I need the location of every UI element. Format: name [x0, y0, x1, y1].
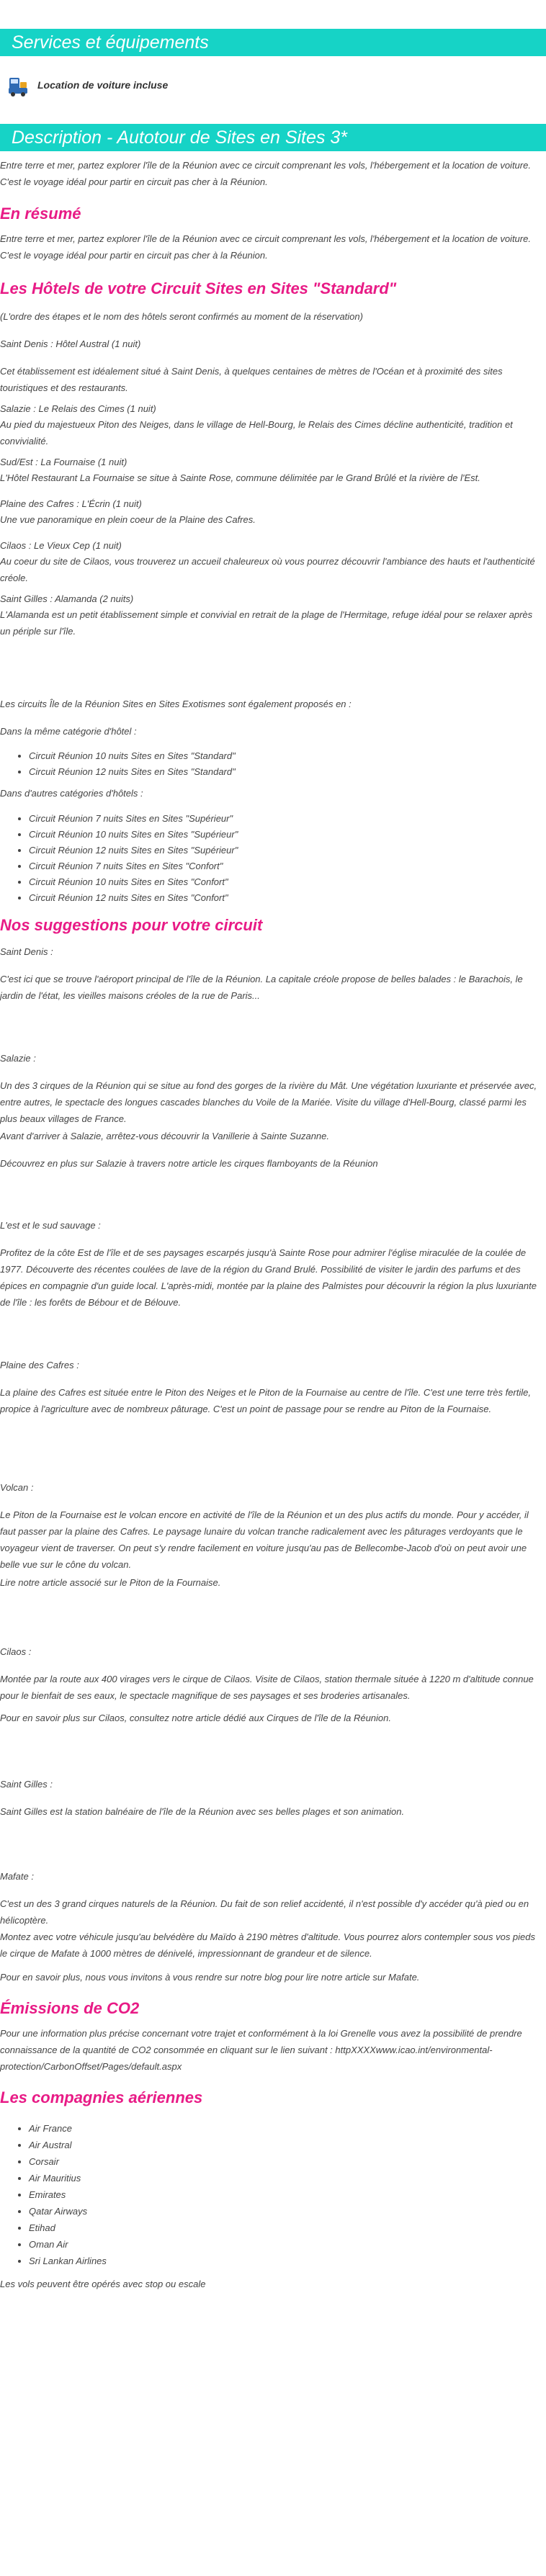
circuits-same-list	[0, 748, 236, 780]
list-item[interactable]: • Circuit Réunion 10 nuits Sites en Sites "Supérieur"	[29, 827, 238, 843]
hotel-salazie-title: Salazie : Le Relais des Cimes (1 nuit)	[0, 403, 156, 414]
resume-text: Entre terre et mer, partez explorer l'île de la Réunion avec ce circuit comprenant les vols, l'hébergement et la location de voiture. C'est le voyage idéal pour partir en circuit pas cher à la Réunion.	[0, 233, 531, 261]
suggestion-plaine-cafres-title: Plaine des Cafres :	[0, 1360, 79, 1370]
suggestion-mafate-text: C'est un des 3 grand cirques naturels de la Réunion. Du fait de son relief accidenté, il n'est possible d'y accéder qu'à pied ou en hélicoptère.	[0, 1898, 529, 1926]
hotels-note: (L'ordre des étapes et le nom des hôtels seront confirmés au moment de la réservation)	[0, 311, 363, 322]
hotel-cilaos-title: Cilaos : Le Vieux Cep (1 nuit)	[0, 540, 122, 551]
description-intro: Entre terre et mer, partez explorer l'île de la Réunion avec ce circuit comprenant les vols, l'hébergement et la location de voiture. C'est le voyage idéal pour partir en circuit pas cher à la Réunion.	[0, 160, 531, 187]
car-icon	[7, 75, 30, 98]
suggestion-salazie-text2: Avant d'arriver à Salazie, arrêtez-vous découvrir la Vanillerie à Sainte Suzanne.	[0, 1131, 329, 1141]
suggestion-saint-gilles-text: Saint Gilles est la station balnéaire de l'île de la Réunion avec ses belles plages et son animation.	[0, 1806, 405, 1817]
suggestion-plaine-cafres-text: La plaine des Cafres est située entre le Piton des Neiges et le Piton de la Fournaise au centre de l'île. C'est une terre très fertile, propice à l'agriculture avec de nombreux pâturage. C'est un point de passage pour se rendre au Piton de la Fournaise.	[0, 1387, 531, 1414]
suggestion-saint-denis-text: C'est ici que se trouve l'aéroport principal de l'île de la Réunion. La capitale créole propose de belles balades : le Barachois, le jardin de l'état, les vieilles maisons créoles de la rue de Paris...	[0, 974, 523, 1001]
list-item[interactable]: • Circuit Réunion 12 nuits Sites en Sites "Supérieur"	[29, 843, 238, 858]
airlines-list	[0, 2120, 107, 2269]
hotel-cafres-text: Une vue panoramique en plein coeur de la Plaine des Cafres.	[0, 514, 256, 525]
list-item[interactable]: • Circuit Réunion 7 nuits Sites en Sites "Confort"	[29, 858, 238, 874]
circuits-same-category: Dans la même catégorie d'hôtel :	[0, 726, 137, 737]
hotels-title: Les Hôtels de votre Circuit Sites en Sites "Standard"	[0, 279, 397, 297]
co2-title: Émissions de CO2	[0, 1999, 140, 2017]
list-item[interactable]: • Circuit Réunion 12 nuits Sites en Sites "Standard"	[29, 764, 236, 780]
suggestion-est-title: L'est et le sud sauvage :	[0, 1220, 101, 1231]
description-header: Description - Autotour de Sites en Sites 3*	[0, 124, 546, 151]
circuits-other-list	[0, 811, 238, 906]
list-item: • Air Austral	[29, 2137, 107, 2153]
resume-title: En résumé	[0, 205, 81, 223]
hotel-cafres-title: Plaine des Cafres : L'Écrin (1 nuit)	[0, 498, 142, 509]
suggestion-mafate-link[interactable]: Pour en savoir plus, nous vous invitons à vous rendre sur notre blog pour lire notre article sur Mafate.	[0, 1972, 420, 1983]
suggestion-salazie-text: Un des 3 cirques de la Réunion qui se situe au fond des gorges de la rivière du Mât. Une végétation luxuriante et préservée avec, entre autres, le spectacle des longues cascades blanches du Voile de la Mariée. Visite du village d'Hell-Bourg, classé parmi les plus beaux villages de France.	[0, 1080, 537, 1124]
hotel-sudest-title: Sud/Est : La Fournaise (1 nuit)	[0, 457, 127, 467]
list-item: • Sri Lankan Airlines	[29, 2253, 107, 2269]
suggestion-saint-denis-title: Saint Denis :	[0, 946, 53, 957]
hotel-sudest-text: L'Hôtel Restaurant La Fournaise se situe à Sainte Rose, commune délimitée par le Grand Brûlé et la rivière de l'Est.	[0, 472, 480, 483]
hotel-saint-denis-text: Cet établissement est idéalement situé à Saint Denis, à quelques centaines de mètres de l'Océan et à proximité des sites touristiques et des restaurants.	[0, 366, 503, 393]
suggestion-salazie-title: Salazie :	[0, 1053, 36, 1064]
circuits-intro: Les circuits Île de la Réunion Sites en Sites Exotismes sont également proposés en :	[0, 699, 352, 709]
list-item[interactable]: • Circuit Réunion 10 nuits Sites en Sites "Standard"	[29, 748, 236, 764]
circuits-other-category: Dans d'autres catégories d'hôtels :	[0, 788, 143, 799]
hotel-saint-denis-title: Saint Denis : Hôtel Austral (1 nuit)	[0, 338, 141, 349]
suggestion-cilaos-text: Montée par la route aux 400 virages vers le cirque de Cilaos. Visite de Cilaos, station thermale située à 1220 m d'altitude connue pour le bienfait de ses eaux, le spectacle magnifique de ses paysages et ses broderies artisanales.	[0, 1674, 534, 1701]
suggestion-volcan-text: Le Piton de la Fournaise est le volcan encore en activité de l'île de la Réunion et un des plus actifs du monde. Pour y accéder, il faut passer par la plaine des Cafres. Le paysage lunaire du volcan tranche radicalement avec les pâturages verdoyants que le voyageur vient de traverser. On peut s'y rendre facilement en voiture jusqu'au pas de Bellecombe-Jacob d'où on peut avoir une belle vue sur le cône du volcan.	[0, 1509, 529, 1570]
airlines-note: Les vols peuvent être opérés avec stop ou escale	[0, 2279, 206, 2289]
hotel-gilles-text: L'Alamanda est un petit établissement simple et convivial en retrait de la plage de l'Hermitage, refuge idéal pour se relaxer après un périple sur l'île.	[0, 609, 533, 637]
hotel-cilaos-text: Au coeur du site de Cilaos, vous trouverez un accueil chaleureux où vous pourrez découvrir l'ambiance des hauts et l'authenticité créole.	[0, 556, 535, 583]
list-item: • Oman Air	[29, 2236, 107, 2253]
suggestion-cilaos-title: Cilaos :	[0, 1646, 32, 1657]
airlines-title: Les compagnies aériennes	[0, 2088, 203, 2106]
suggestion-salazie-link[interactable]: Découvrez en plus sur Salazie à travers notre article les cirques flamboyants de la Réunion	[0, 1158, 378, 1169]
hotel-gilles-title: Saint Gilles : Alamanda (2 nuits)	[0, 593, 134, 604]
list-item[interactable]: • Circuit Réunion 10 nuits Sites en Sites "Confort"	[29, 874, 238, 890]
suggestion-volcan-title: Volcan :	[0, 1482, 34, 1493]
hotel-salazie-text: Au pied du majestueux Piton des Neiges, dans le village de Hell-Bourg, le Relais des Cimes décline authenticité, tradition et convivialité.	[0, 419, 513, 446]
list-item: • Qatar Airways	[29, 2203, 107, 2220]
list-item: • Air Mauritius	[29, 2170, 107, 2186]
services-header: Services et équipements	[0, 29, 546, 56]
list-item[interactable]: • Circuit Réunion 12 nuits Sites en Sites "Confort"	[29, 890, 238, 906]
co2-text[interactable]: Pour une information plus précise concernant votre trajet et conformément à la loi Grenelle vous avez la possibilité de prendre connaissance de la quantité de CO2 consommée en cliquant sur le lien suivant : httpXXXXwww.icao.int/environmental-protection/CarbonOffset/Pages/default.aspx	[0, 2028, 522, 2072]
list-item: • Air France	[29, 2120, 107, 2137]
suggestion-mafate-title: Mafate :	[0, 1871, 34, 1882]
list-item: • Corsair	[29, 2153, 107, 2170]
service-item-car-rental: Location de voiture incluse	[37, 79, 169, 91]
suggestion-mafate-text2: Montez avec votre véhicule jusqu'au belvédère du Maïdo à 2190 mètres d'altitude. Vous pourrez alors contempler sous vos pieds le cirque de Mafate à 1000 mètres de dénivelé, impressionnant de grandeur et de silence.	[0, 1931, 536, 1959]
list-item: • Etihad	[29, 2220, 107, 2236]
suggestion-volcan-link[interactable]: Lire notre article associé sur le Piton de la Fournaise.	[0, 1577, 221, 1588]
suggestion-cilaos-link[interactable]: Pour en savoir plus sur Cilaos, consultez notre article dédié aux Cirques de l'île de la Réunion.	[0, 1713, 391, 1723]
list-item: • Emirates	[29, 2186, 107, 2203]
list-item[interactable]: • Circuit Réunion 7 nuits Sites en Sites "Supérieur"	[29, 811, 238, 827]
suggestions-title: Nos suggestions pour votre circuit	[0, 916, 263, 934]
suggestion-saint-gilles-title: Saint Gilles :	[0, 1779, 53, 1790]
suggestion-est-text: Profitez de la côte Est de l'île et de ses paysages escarpés jusqu'à Sainte Rose pour admirer l'église miraculée de la coulée de 1977. Découverte des récentes coulées de lave de la région du Grand Brulé. Possibilité de visiter le jardin des parfums et des épices en compagnie d'un guide local. L'après-midi, montée par la plaine des Palmistes pour découvrir la région la plus luxuriante de l'île : les forêts de Bébour et de Bélouve.	[0, 1247, 537, 1308]
